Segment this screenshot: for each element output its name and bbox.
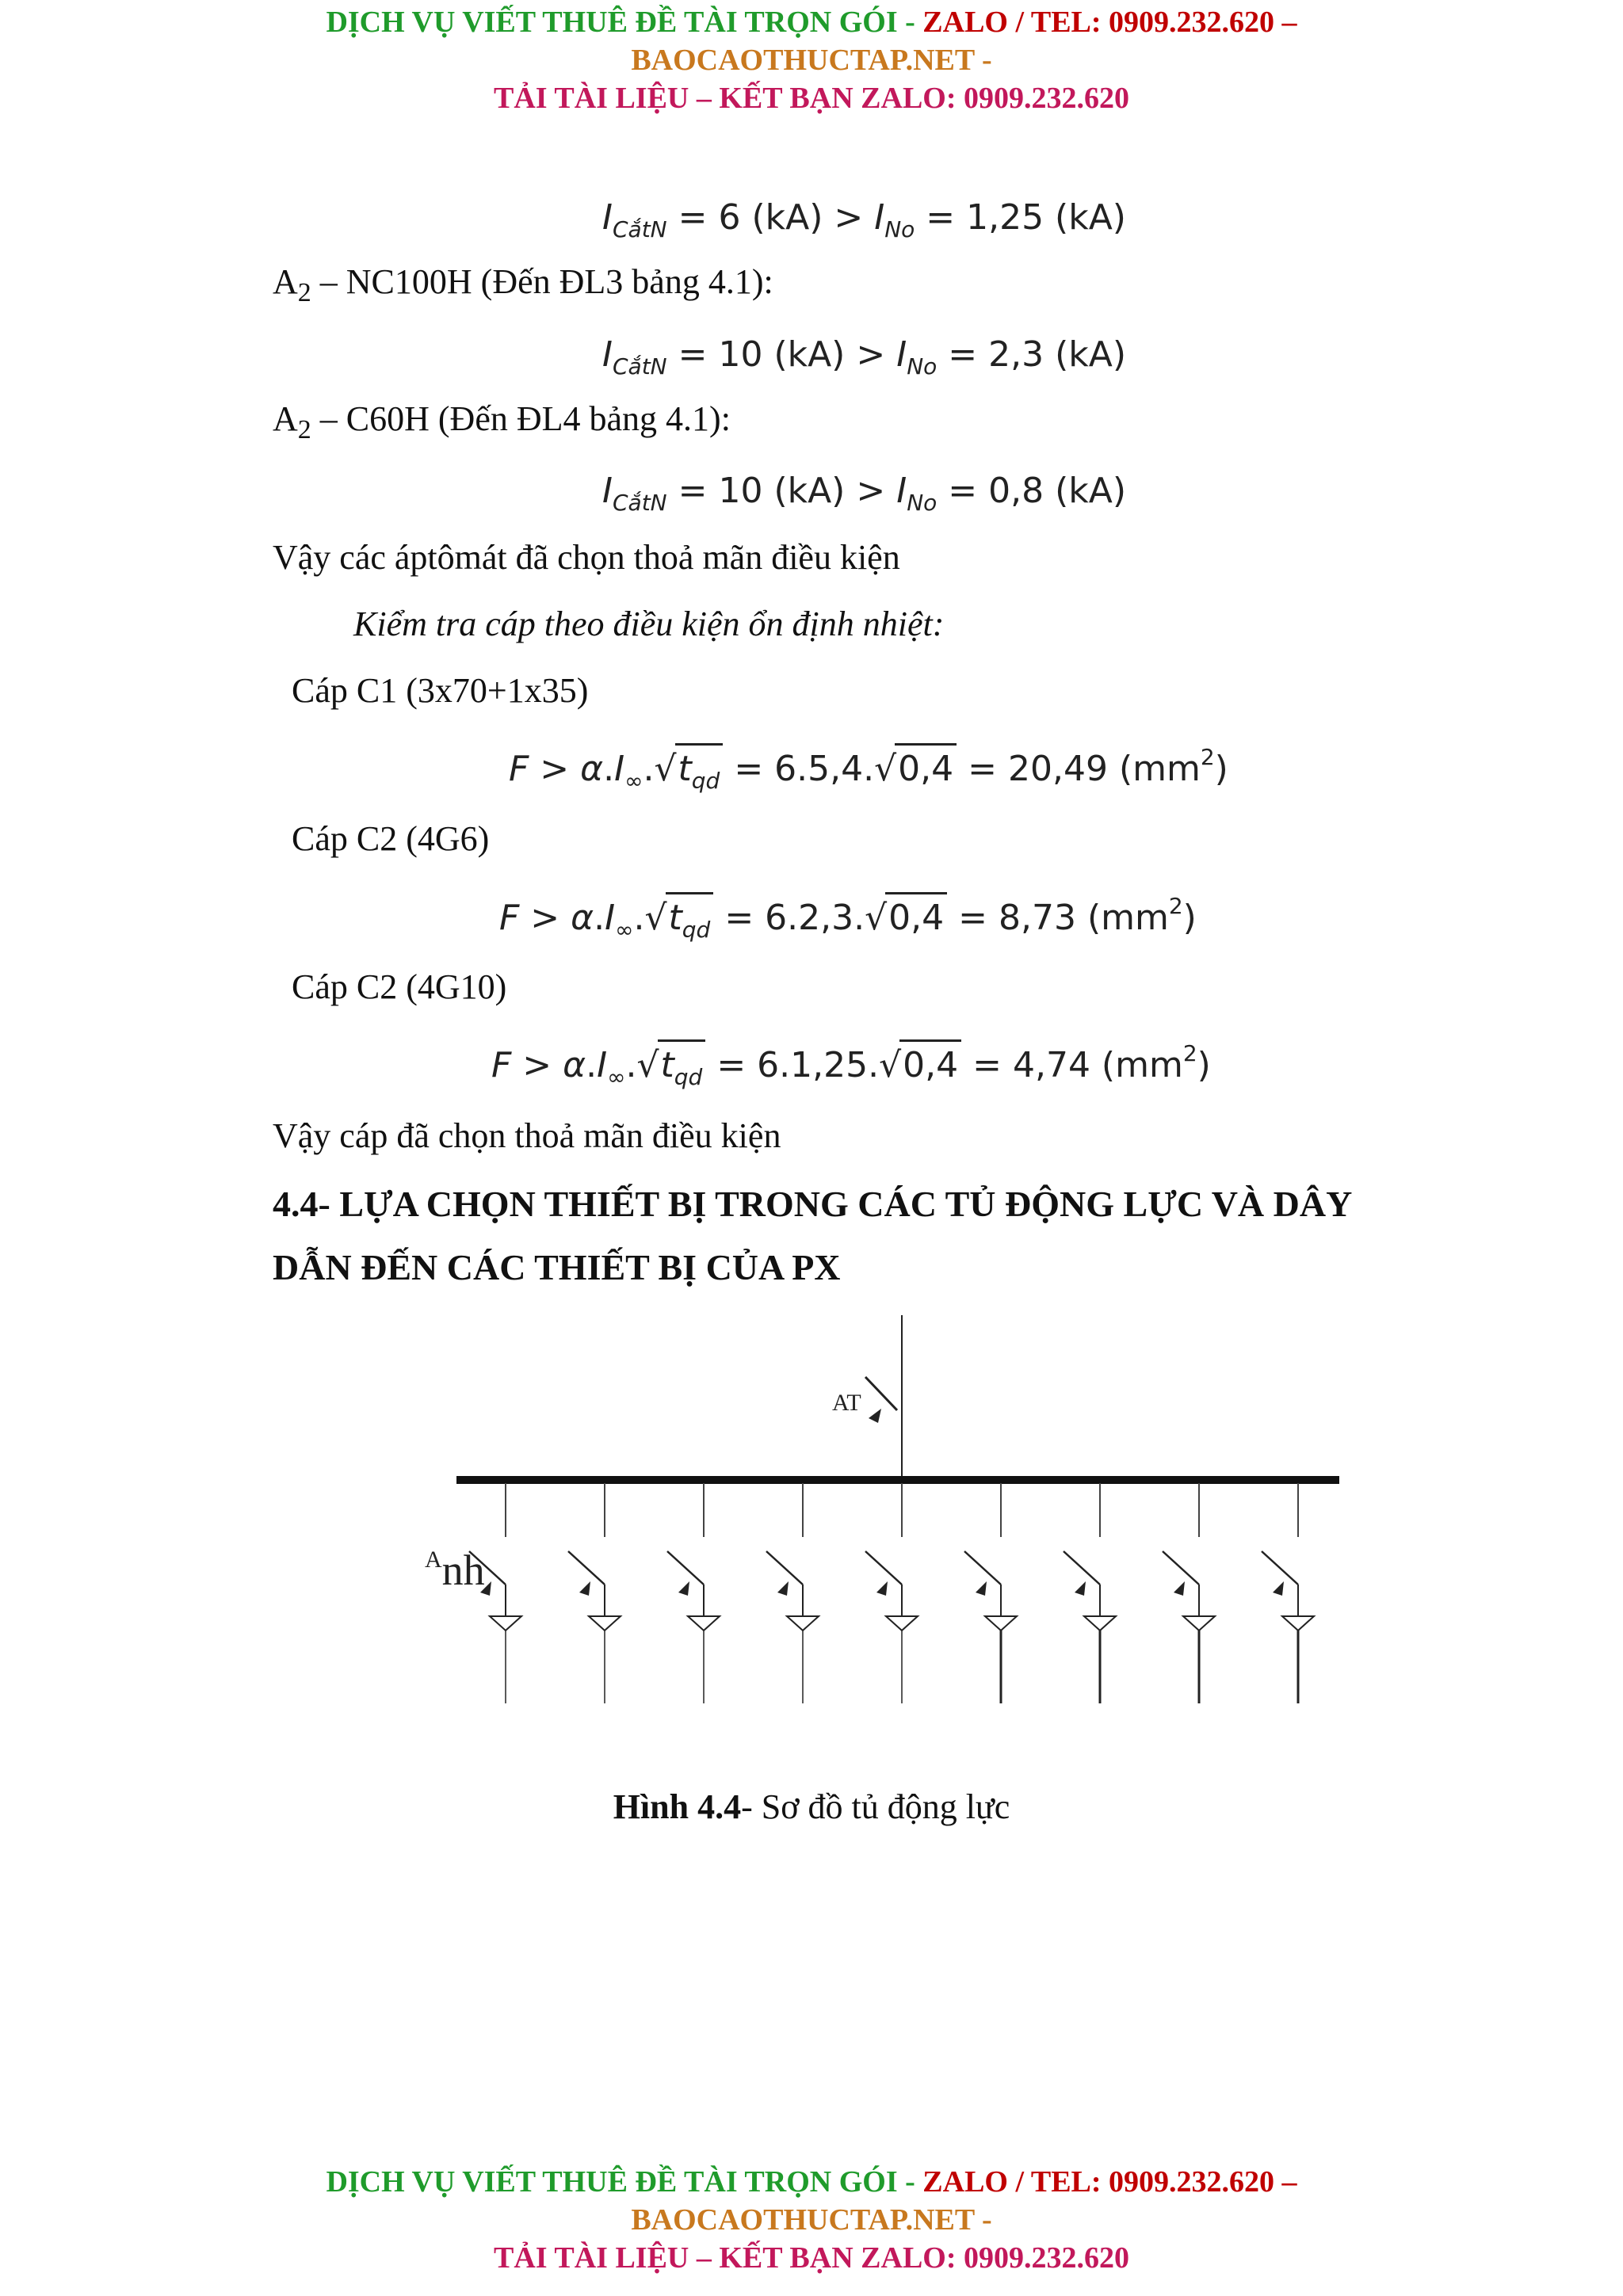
footer-banner (0, 2163, 1623, 2277)
feeder-branch (865, 1483, 918, 1703)
header-banner (0, 3, 1623, 117)
at-breaker-contact (865, 1377, 897, 1410)
footer-line-1: DỊCH VỤ VIẾT THUÊ ĐỀ TÀI TRỌN GÓI - ZALO / TEL: 0909.232.620 – (326, 2165, 1297, 2199)
feeder-branches (469, 1483, 1314, 1703)
formula-cable-c2-4g6: $F > \alpha.I_\infty.√t_{qd} = 6.2,3.√0,4 = 8,73$ $(mm^2)$ (499, 893, 1197, 943)
feeder-branch (667, 1483, 720, 1703)
a2-c60h-line: $A_2 - C60H$ (Đến ĐL4 bảng 4.1): (273, 399, 731, 444)
formula-icatn-2: $I_{CắtN} = 10$ $(kA) > I_{No} = 2,3$ (kA) (602, 334, 1126, 379)
footer-line-2: BAOCAOTHUCTAP.NET - (631, 2203, 992, 2237)
conclusion-aptomat: Vậy các áptômát đã chọn thoả mãn điều kiện (273, 538, 900, 577)
header-line-1: DỊCH VỤ VIẾT THUÊ ĐỀ TÀI TRỌN GÓI - ZALO / TEL: 0909.232.620 – (326, 6, 1297, 39)
figure-caption: Hình 4.4- Sơ đồ tủ động lực (613, 1787, 1010, 1826)
feeder-branch (1262, 1483, 1314, 1703)
formula-icatn-3: $I_{CắtN} = 10$ $(kA) > I_{No} = 0,8$ (kA) (602, 471, 1126, 516)
feeder-branch (1064, 1483, 1116, 1703)
at-breaker-arrow (869, 1409, 881, 1423)
check-heading: Kiểm tra cáp theo điều kiện ổn định nhiệt: (353, 605, 945, 643)
formula-cable-c1: $F > \alpha.I_\infty.√t_{qd} = 6.5,4.√0,4 = 20,49$ $(mm^2)$ (509, 744, 1228, 794)
formula-icatn-1: $I_{CắtN} = 6$ $(kA) > I_{No} = 1,25$ (kA) (602, 197, 1126, 242)
conclusion-cable: Vậy cáp đã chọn thoả mãn điều kiện (273, 1116, 781, 1155)
feeder-branch (1163, 1483, 1215, 1703)
section-heading: 4.4- LỰA CHỌN THIẾT BỊ TRONG CÁC TỦ ĐỘNG LỰC VÀ DÂY DẪN ĐẾN CÁC THIẾT BỊ CỦA PX (273, 1184, 1353, 1287)
at-label: AT (832, 1390, 861, 1416)
cable-c2-4g6-label: Cáp C2 (4G6) (292, 819, 490, 858)
header-line-2: BAOCAOTHUCTAP.NET - (631, 44, 992, 77)
footer-line-3: TẢI TÀI LIỆU – KẾT BẠN ZALO: 0909.232.620 (493, 2241, 1130, 2275)
anh-label: $^A$nh (425, 1547, 485, 1594)
power-cabinet-diagram (0, 1299, 1623, 1711)
header-line-3: TẢI TÀI LIỆU – KẾT BẠN ZALO: 0909.232.620 (493, 82, 1130, 115)
a2-nc100h-line: $A_2 - NC100H$ (Đến ĐL3 bảng 4.1): (273, 262, 773, 307)
cable-c1-label: Cáp C1 (3x70+1x35) (292, 671, 589, 710)
formula-cable-c2-4g10: $F > \alpha.I_\infty.√t_{qd} = 6.1,25.√0,4 = 4,74$ $(mm^2)$ (491, 1040, 1211, 1090)
feeder-branch (766, 1483, 819, 1703)
feeder-branch (964, 1483, 1017, 1703)
feeder-branch (568, 1483, 621, 1703)
cable-c2-4g10-label: Cáp C2 (4G10) (292, 967, 507, 1006)
